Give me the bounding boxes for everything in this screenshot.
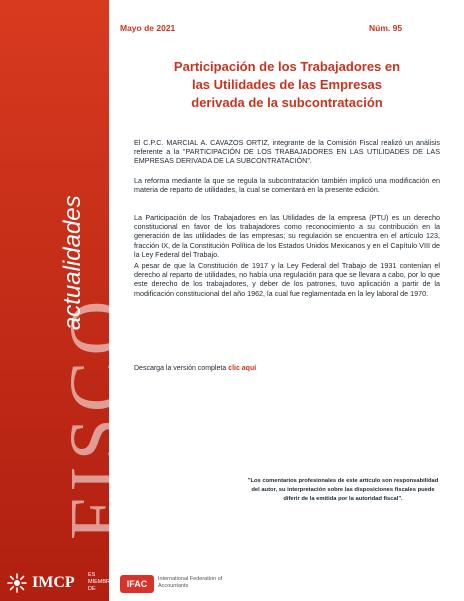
download-label: Descarga la versión completa — [134, 365, 227, 372]
title-line-3: derivada de la subcontratación — [191, 95, 383, 110]
imcp-brand-row — [0, 566, 115, 601]
article-title — [120, 58, 454, 112]
download-line — [134, 365, 256, 372]
ifac-logo-icon: IFAC — [120, 575, 154, 593]
paragraph-reform: La reforma mediante la que se regula la subcontratación también implicó una modificación en materia de reparto de utilidades, la cual se comentará en la presente edición. — [134, 176, 440, 195]
download-link[interactable]: clic aquí — [228, 365, 257, 372]
title-line-2: las Utilidades de las Empresas — [191, 77, 383, 92]
issue-date: Mayo de 2021 — [120, 23, 176, 33]
title-line-1: Participación de los Trabajadores en — [173, 59, 401, 74]
issue-number: Núm. 95 — [369, 23, 403, 33]
fisco-wordmark: FISCO — [55, 294, 139, 540]
ifac-caption: International Federation of Accountants — [158, 576, 223, 589]
ifac-brand — [120, 575, 240, 595]
paragraph-ptu: La Participación de los Trabajadores en las Utilidades de la empresa (PTU) es un derecho constitucional en favor de los trabajadores como reconocimiento a su contribución en la generación de las utilidades de las empresas; su regulación se encuentra en el artículo 123, fracción IX, de la Constitución Política de los Estados Unidos Mexicanos y en el Capítulo VIII de la Ley Federal del Trabajo. — [134, 213, 440, 259]
member-label: ES MIEMBRO DE — [88, 572, 115, 592]
imcp-logo-icon — [6, 572, 28, 594]
paragraph-intro: El C.P.C. MARCIAL A. CAVAZOS ORTIZ, integrante de la Comisión Fiscal realizó un análisis referente a la "PARTICIPACIÓN DE LOS TRABAJADORES EN LAS UTILIDADES DE LAS EMPRESAS DERIVADA DE LA SUBCONTRATACIÓN". — [134, 138, 440, 166]
imcp-wordmark: IMCP — [32, 574, 75, 591]
actualidades-wordmark: actualidades — [59, 195, 86, 331]
disclaimer: "Los comentarios profesionales de este artículo son responsabilidad del autor, su interpretación sobre las disposiciones fiscales puede diferir de la emitida por la autoridad fiscal". — [247, 478, 439, 503]
sidebar-brand — [54, 195, 141, 540]
paragraph-history: A pesar de que la Constitución de 1917 y la Ley Federal del Trabajo de 1931 contenían el derecho al reparto de utilidades, no había una regulación para que se llevara a cabo, por lo que este derecho de los trabajadores, y deber de los patrones, tuvo aplicación a partir de la modificación constitucional del año 1962, la cual fue reglamentada en la ley laboral de 1970. — [134, 261, 440, 298]
